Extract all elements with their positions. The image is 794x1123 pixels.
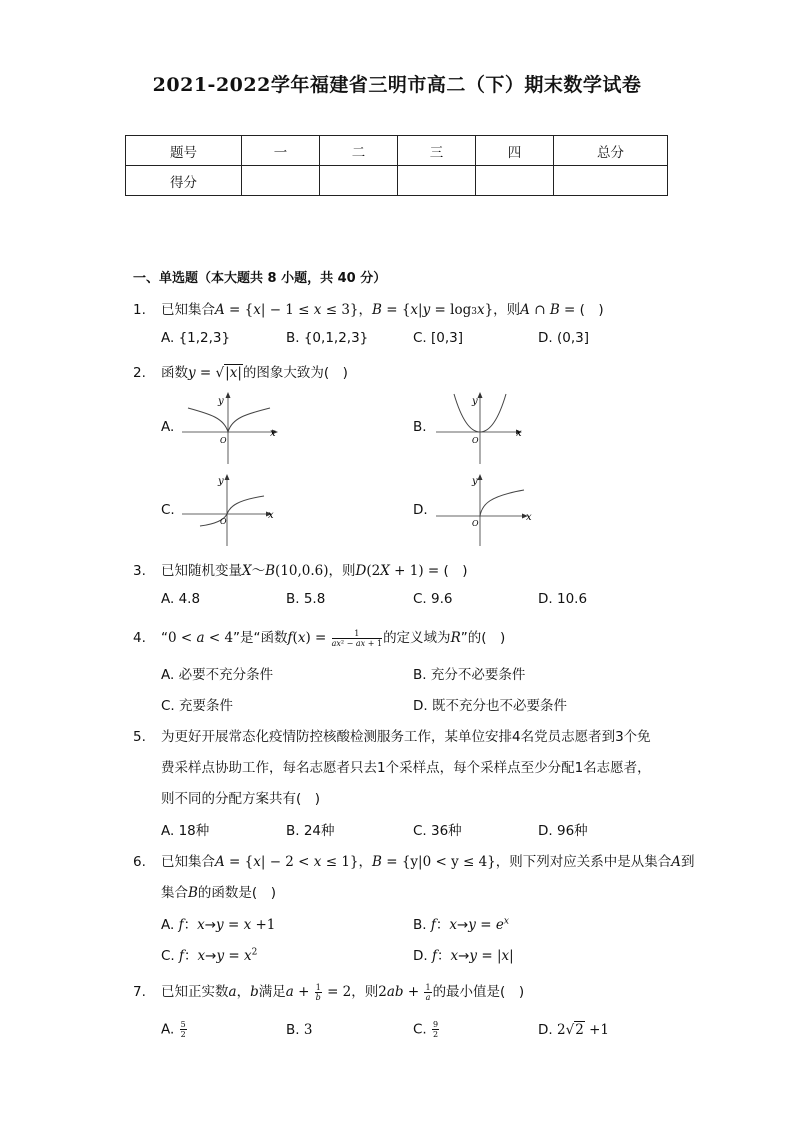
score-header-cell: 一 (242, 136, 320, 166)
q6-option-d: D. f：x→y = |x| (413, 948, 514, 964)
svg-text:O: O (220, 517, 227, 526)
svg-text:O: O (220, 436, 227, 445)
q7-option-b: B. 3 (286, 1022, 313, 1038)
q2-option-b-label: B. (413, 419, 427, 435)
score-cell (398, 166, 476, 196)
q2-graph-c (180, 470, 280, 548)
q6-option-b: B. f：$x\to y = e^x$ (413, 916, 509, 933)
question-1: 1. 已知集合A = {x| − 1 ≤ x ≤ 3}，B = {x|y = log3x}，则A ∩ B = ( ) (133, 302, 604, 318)
question-2: 2. 函数y = √|x|的图象大致为( ) (133, 365, 348, 381)
score-table (125, 135, 668, 196)
q2-option-d-label: D. (413, 502, 428, 518)
svg-text:y: y (472, 476, 478, 487)
svg-text:x: x (526, 512, 532, 523)
page-title: 2021-2022学年福建省三明市高二（下）期末数学试卷 (152, 74, 642, 96)
q6-option-a: A. f：x→y = x +1 (161, 917, 276, 933)
q6-option-c: C. f：$x\to y = x^2$ (161, 947, 258, 964)
q2-option-c-label: C. (161, 502, 175, 518)
score-cell (554, 166, 668, 196)
q1-option-d: D. (0,3] (538, 330, 589, 346)
score-table-header-row (126, 136, 668, 166)
score-cell (242, 166, 320, 196)
question-3: 3. 已知随机变量X～B(10,0.6)，则D(2X + 1) = ( ) (133, 563, 468, 579)
q3-option-d: D. 10.6 (538, 591, 588, 607)
q2-option-a-label: A. (161, 419, 175, 435)
svg-text:y: y (472, 396, 478, 407)
q1-option-a: A. {1,2,3} (161, 330, 231, 346)
score-cell (320, 166, 398, 196)
q5-option-c: C. 36种 (413, 823, 462, 839)
score-row-label: 得分 (126, 166, 242, 196)
svg-text:O: O (472, 436, 479, 445)
q3-option-b: B. 5.8 (286, 591, 326, 607)
question-7: 7. 已知正实数a，b满足a + $\frac{1}{b}$ = 2，则2ab + $\frac{1}{a}$ 的最小值是( ) (133, 982, 525, 1002)
q2-graph-d (434, 470, 534, 548)
q1-option-b: B. {0,1,2,3} (286, 330, 369, 346)
q3-option-c: C. 9.6 (413, 591, 453, 607)
question-5 (133, 725, 651, 745)
q2-stem-pre: 函数 (161, 365, 188, 381)
question-number: 7. (133, 984, 146, 1000)
svg-text:x: x (270, 428, 276, 439)
q2-stem-post: 的图象大致为( ) (242, 365, 348, 381)
question-number: 5. (133, 729, 146, 745)
question-number: 1. (133, 302, 146, 318)
q6-line-2: 集合B的函数是( ) (161, 885, 276, 901)
svg-text:y: y (218, 476, 224, 487)
score-header-cell: 三 (398, 136, 476, 166)
q2-graph-b (434, 388, 534, 466)
q2-graph-a (180, 388, 280, 466)
q5-option-b: B. 24种 (286, 823, 335, 839)
q4-option-a: A. 必要不充分条件 (161, 667, 274, 683)
q4-option-d: D. 既不充分也不必要条件 (413, 698, 567, 714)
score-header-cell: 总分 (554, 136, 668, 166)
question-number: 4. (133, 630, 146, 646)
svg-text:x: x (268, 510, 274, 521)
svg-text:x: x (516, 428, 522, 439)
question-4: 4. “0 < a < 4”是“函数f(x) = $\frac{1}{\text{ax² − ax + 1}}$ 的定义域为R”的( ) (133, 628, 506, 648)
q5-line-3: 则不同的分配方案共有( ) (161, 791, 321, 807)
q5-option-a: A. 18种 (161, 823, 210, 839)
q5-option-d: D. 96种 (538, 823, 588, 839)
q5-line-1: 为更好开展常态化疫情防控核酸检测服务工作，某单位安排4名党员志愿者到3个免 (161, 729, 651, 745)
q4-option-c: C. 充要条件 (161, 698, 234, 714)
q4-option-b: B. 充分不必要条件 (413, 667, 526, 683)
score-table-score-row (126, 166, 668, 196)
score-header-cell: 题号 (126, 136, 242, 166)
section-title: 一、单选题（本大题共 8 小题，共 40 分） (133, 271, 387, 286)
svg-text:O: O (472, 519, 479, 528)
q7-option-d: D. 2√2 +1 (538, 1022, 609, 1038)
score-header-cell: 二 (320, 136, 398, 166)
q5-line-2: 费采样点协助工作，每名志愿者只去1个采样点，每个采样点至少分配1名志愿者， (161, 760, 651, 776)
svg-text:y: y (218, 396, 224, 407)
q1-option-c: C. [0,3] (413, 330, 464, 346)
question-number: 2. (133, 365, 146, 381)
question-6: 6. 已知集合A = {x| − 2 < x ≤ 1}，B = {y|0 < y ≤ 4}，则下列对应关系中是从集合A到 (133, 854, 695, 870)
q7-option-c: C. $\frac{9}{2}$ (413, 1020, 439, 1039)
q3-option-a: A. 4.8 (161, 591, 201, 607)
q7-option-a: A. $\frac{5}{2}$ (161, 1020, 186, 1039)
score-header-cell: 四 (476, 136, 554, 166)
question-number: 6. (133, 854, 146, 870)
score-cell (476, 166, 554, 196)
question-number: 3. (133, 563, 146, 579)
